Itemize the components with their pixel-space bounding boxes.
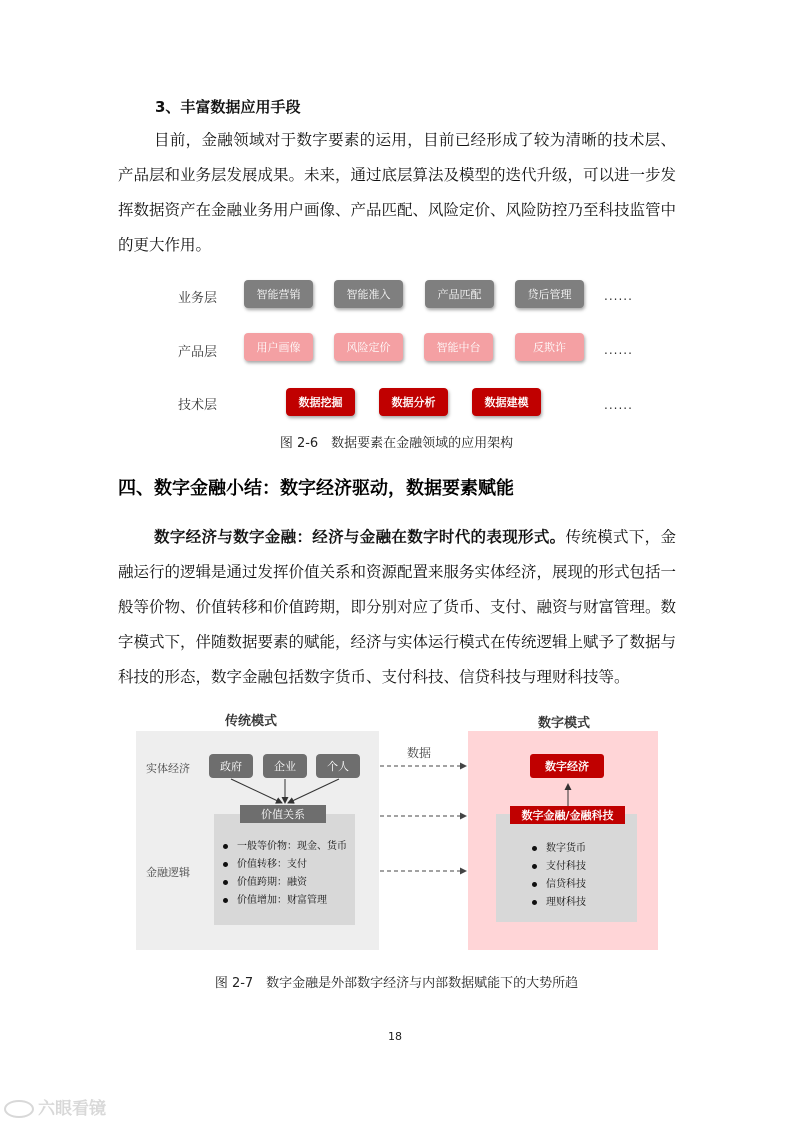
paragraph-1: 目前，金融领域对于数字要素的运用，目前已经形成了较为清晰的技术层、产品层和业务层发展成果。未来，通过底层算法及模型的迭代升级，可以进一步发挥数据资产在金融业务用户画像、产品匹配、风险定价、风险防控乃至科技监管中的更大作用。 — [118, 131, 677, 254]
pill-risk-pricing: 风险定价 — [334, 333, 403, 361]
figure-caption-2-6: 图 2-6 数据要素在金融领域的应用架构 — [279, 436, 514, 451]
digital-fintech-box: 数字金融/金融科技 — [510, 806, 625, 824]
page-number: 18 — [388, 1030, 402, 1043]
list-item: 信贷科技 — [532, 876, 586, 894]
digital-mode-title: 数字模式 — [538, 716, 591, 731]
paragraph-2-lead: 数字经济与数字金融：经济与金融在数字时代的表现形式。 — [154, 528, 566, 546]
pill-data-analysis: 数据分析 — [379, 388, 448, 416]
eye-icon — [4, 1100, 34, 1118]
list-item: 价值跨期：融资 — [223, 874, 347, 892]
layer-label-product: 产品层 — [178, 345, 218, 360]
pill-smart-access: 智能准入 — [334, 280, 403, 308]
real-economy-label: 实体经济 — [146, 762, 190, 775]
pill-smart-marketing: 智能营销 — [244, 280, 313, 308]
figure-caption-2-7: 图 2-7 数字金融是外部数字经济与内部数据赋能下的大势所趋 — [214, 976, 579, 991]
entity-government: 政府 — [209, 754, 253, 778]
ellipsis-product: ...... — [604, 343, 633, 357]
value-relation-box: 价值关系 — [240, 805, 326, 823]
ellipsis-tech: ...... — [604, 398, 633, 412]
data-arrow-label: 数据 — [407, 746, 432, 760]
list-item: 理财科技 — [532, 894, 586, 912]
list-item: 支付科技 — [532, 858, 586, 876]
layer-label-tech: 技术层 — [178, 398, 218, 413]
paragraph-2-body: 传统模式下，金融运行的逻辑是通过发挥价值关系和资源配置来服务实体经济，展现的形式包括一般等价物、价值转移和价值跨期，即分别对应了货币、支付、融资与财富管理。数字模式下，伴随数据要素的赋能，经济与实体运行模式在传统逻辑上赋予了数据与科技的形态，数字金融包括数字货币、支付科技、信贷科技与理财科技等。 — [118, 528, 677, 686]
traditional-bullet-list — [223, 838, 347, 910]
pill-data-mining: 数据挖掘 — [286, 388, 355, 416]
up-arrow-icon — [560, 778, 576, 808]
paragraph-2 — [118, 520, 676, 695]
pill-user-profile: 用户画像 — [244, 333, 313, 361]
finance-logic-label: 金融逻辑 — [146, 866, 190, 879]
list-item: 数字货币 — [532, 840, 586, 858]
section-heading-4: 四、数字金融小结：数字经济驱动，数据要素赋能 — [118, 478, 514, 499]
section-heading-3: 3、丰富数据应用手段 — [155, 98, 301, 116]
pill-smart-middle: 智能中台 — [424, 333, 493, 361]
entity-individual: 个人 — [316, 754, 360, 778]
digital-economy-box: 数字经济 — [530, 754, 604, 778]
ellipsis-business: ...... — [604, 289, 633, 303]
dashed-connectors — [378, 740, 470, 880]
pill-anti-fraud: 反欺诈 — [515, 333, 584, 361]
pill-post-loan: 贷后管理 — [515, 280, 584, 308]
entity-arrows — [136, 731, 379, 811]
watermark-logo: 六眼看镜 — [4, 1094, 106, 1119]
list-item: 价值转移：支付 — [223, 856, 347, 874]
pill-product-match: 产品匹配 — [425, 280, 494, 308]
digital-bullet-list — [532, 840, 586, 912]
entity-enterprise: 企业 — [263, 754, 307, 778]
pill-data-modeling: 数据建模 — [472, 388, 541, 416]
traditional-mode-title: 传统模式 — [225, 714, 278, 729]
list-item: 一般等价物：现金、货币 — [223, 838, 347, 856]
list-item: 价值增加：财富管理 — [223, 892, 347, 910]
layer-label-business: 业务层 — [178, 291, 218, 306]
